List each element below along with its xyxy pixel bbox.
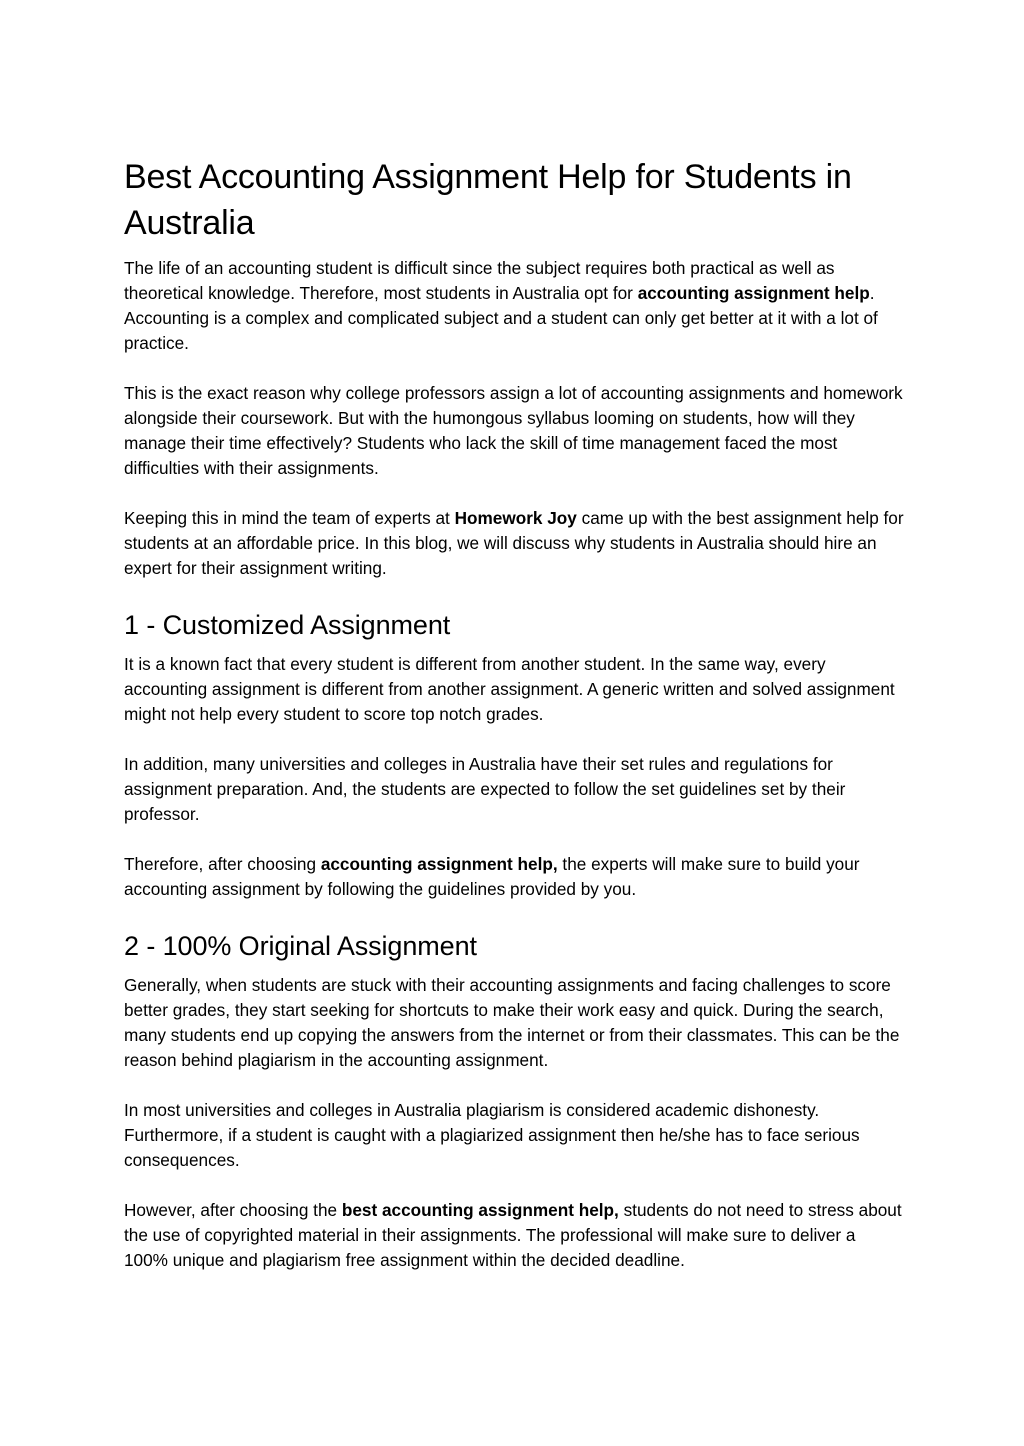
section-heading-customized: 1 - Customized Assignment — [124, 610, 451, 640]
paragraph-text: the experts will make sure to build your accounting assignment by following the guidelines provided by you. — [124, 854, 860, 899]
paragraph-text: students do not need to stress about the use of copyrighted material in their assignments. The professional will make sure to deliver a 100% unique and plagiarism free assignment within the decided deadline. — [124, 1200, 902, 1270]
paragraph-text: Generally, when students are stuck with their accounting assignments and facing challenges to score better grades, they start seeking for shortcuts to make their work easy and quick. During the search, many students end up copying the answers from the internet or from their classmates. This can be the reason behind plagiarism in the accounting assignment. — [124, 975, 900, 1070]
section-2-paragraph-1 — [124, 973, 904, 1073]
bold-text: accounting assignment help, — [320, 854, 558, 874]
paragraph-text: Therefore, after choosing — [124, 854, 321, 874]
paragraph-text: Keeping this in mind the team of experts at — [124, 508, 455, 528]
bold-text: best accounting assignment help, — [341, 1200, 619, 1220]
paragraph-text: . Accounting is a complex and complicated subject and a student can only get better at it with a lot of practice. — [124, 283, 878, 353]
section-1-paragraph-3 — [124, 852, 904, 902]
section-1-paragraph-2 — [124, 752, 904, 827]
page-title: Best Accounting Assignment Help for Students in Australia — [124, 158, 852, 242]
paragraph-text: The life of an accounting student is difficult since the subject requires both practical as well as theoretical knowledge. Therefore, most students in Australia opt for — [124, 258, 835, 303]
section-heading-original: 2 - 100% Original Assignment — [124, 931, 477, 961]
document-page — [124, 154, 904, 1298]
paragraph-text: This is the exact reason why college professors assign a lot of accounting assignments and homework alongside their coursework. But with the humongous syllabus looming on students, how will they manage their time effectively? Students who lack the skill of time management faced the most difficulties with their assignments. — [124, 383, 903, 478]
paragraph-text: came up with the best assignment help for students at an affordable price. In this blog, we will discuss why students in Australia should hire an expert for their assignment writing. — [124, 508, 904, 578]
paragraph-text: It is a known fact that every student is different from another student. In the same way, every accounting assignment is different from another assignment. A generic written and solved assignment might not help every student to score top notch grades. — [124, 654, 895, 724]
bold-text: accounting assignment help — [637, 283, 870, 303]
intro-paragraph-1 — [124, 256, 904, 356]
paragraph-text: However, after choosing the — [124, 1200, 342, 1220]
bold-text: Homework Joy — [454, 508, 577, 528]
intro-paragraph-2 — [124, 381, 904, 481]
paragraph-text: In addition, many universities and colleges in Australia have their set rules and regulations for assignment preparation. And, the students are expected to follow the set guidelines set by their professor. — [124, 754, 846, 824]
section-1-paragraph-1 — [124, 652, 904, 727]
section-2-paragraph-3 — [124, 1198, 904, 1273]
paragraph-text: In most universities and colleges in Australia plagiarism is considered academic dishonesty. Furthermore, if a student is caught with a plagiarized assignment then he/she has to face serious consequences. — [124, 1100, 860, 1170]
section-2-paragraph-2 — [124, 1098, 904, 1173]
intro-paragraph-3 — [124, 506, 904, 581]
